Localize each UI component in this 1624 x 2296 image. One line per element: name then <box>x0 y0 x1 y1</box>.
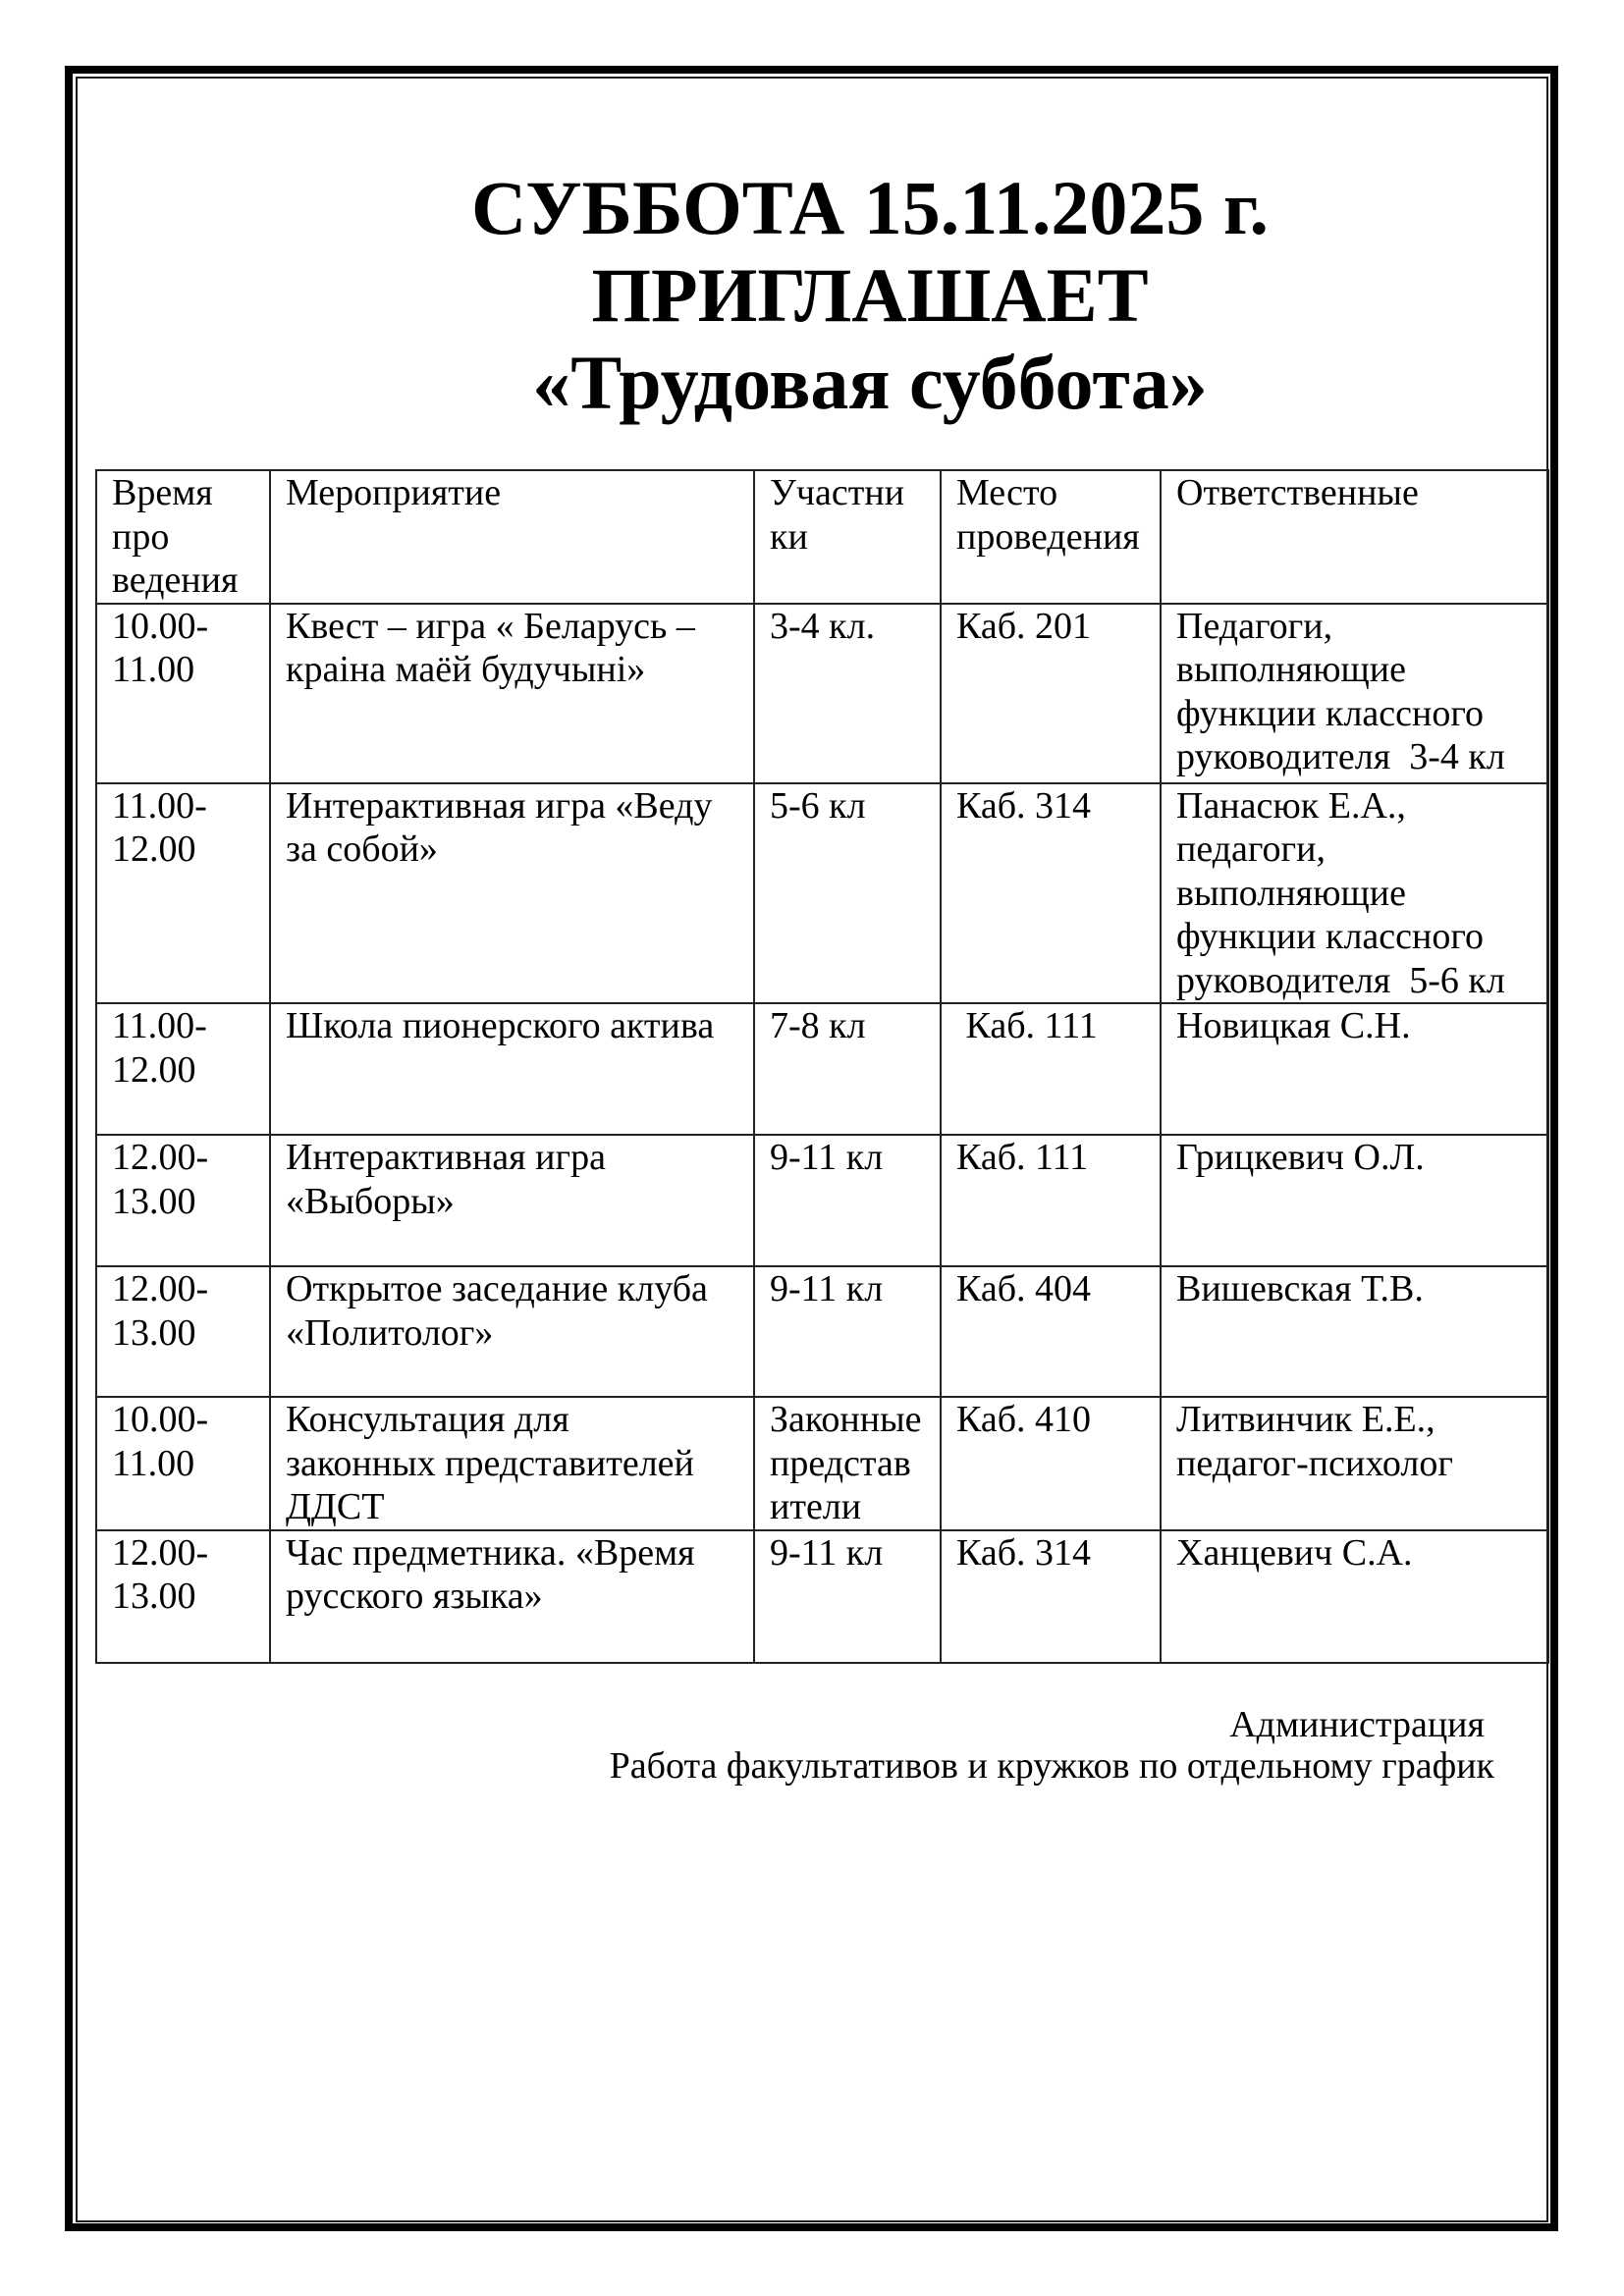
cell-participants: 9-11 кл <box>754 1530 941 1663</box>
cell-event: Интерактивная игра «Выборы» <box>270 1135 754 1266</box>
cell-event: Час предметника. «Время русского языка» <box>270 1530 754 1663</box>
cell-responsible: Новицкая С.Н. <box>1161 1003 1548 1135</box>
title-invites: ПРИГЛАШАЕТ <box>591 252 1149 338</box>
header-location: Место проведения <box>941 470 1161 604</box>
cell-responsible: Ханцевич С.А. <box>1161 1530 1548 1663</box>
cell-location: Каб. 201 <box>941 604 1161 783</box>
cell-participants: Законные представ ители <box>754 1397 941 1530</box>
cell-responsible: Грицкевич О.Л. <box>1161 1135 1548 1266</box>
footer-note: Работа факультативов и кружков по отдельному график <box>609 1745 1494 1787</box>
cell-responsible: Панасюк Е.А., педагоги, выполняющие функции классного руководителя 5-6 кл <box>1161 783 1548 1004</box>
table-header-row <box>96 470 1548 604</box>
cell-time: 11.00- 12.00 <box>96 1003 270 1135</box>
cell-time: 12.00- 13.00 <box>96 1135 270 1266</box>
cell-time: 12.00- 13.00 <box>96 1266 270 1397</box>
cell-responsible: Вишевская Т.В. <box>1161 1266 1548 1397</box>
cell-participants: 9-11 кл <box>754 1135 941 1266</box>
table-row <box>96 1135 1548 1266</box>
cell-participants: 5-6 кл <box>754 783 941 1004</box>
footer-signature: Администрация <box>1229 1704 1485 1745</box>
cell-time: 10.00- 11.00 <box>96 604 270 783</box>
cell-responsible: Литвинчик Е.Е., педагог-психолог <box>1161 1397 1548 1530</box>
cell-location: Каб. 410 <box>941 1397 1161 1530</box>
cell-location: Каб. 404 <box>941 1266 1161 1397</box>
cell-location: Каб. 314 <box>941 1530 1161 1663</box>
cell-participants: 3-4 кл. <box>754 604 941 783</box>
cell-time: 11.00- 12.00 <box>96 783 270 1004</box>
cell-event: Школа пионерского актива <box>270 1003 754 1135</box>
cell-event: Открытое заседание клуба «Политолог» <box>270 1266 754 1397</box>
cell-event: Квест – игра « Беларусь – краіна маёй будучыні» <box>270 604 754 783</box>
cell-responsible: Педагоги, выполняющие функции классного руководителя 3-4 кл <box>1161 604 1548 783</box>
cell-event: Консультация для законных представителей ДДСТ <box>270 1397 754 1530</box>
table-row <box>96 1003 1548 1135</box>
cell-event: Интерактивная игра «Веду за собой» <box>270 783 754 1004</box>
cell-participants: 9-11 кл <box>754 1266 941 1397</box>
table-row <box>96 604 1548 783</box>
cell-location: Каб. 314 <box>941 783 1161 1004</box>
header-responsible: Ответственные <box>1161 470 1548 604</box>
schedule-table <box>95 469 1549 1664</box>
page-title <box>172 164 1568 426</box>
cell-location: Каб. 111 <box>941 1003 1161 1135</box>
header-event: Мероприятие <box>270 470 754 604</box>
cell-participants: 7-8 кл <box>754 1003 941 1135</box>
table-row <box>96 1530 1548 1663</box>
cell-location: Каб. 111 <box>941 1135 1161 1266</box>
header-time: Время про ведения <box>96 470 270 604</box>
table-row <box>96 1397 1548 1530</box>
table-row <box>96 783 1548 1004</box>
header-participants: Участни ки <box>754 470 941 604</box>
title-event-name: «Трудовая суббота» <box>532 340 1208 425</box>
title-date: СУББОТА 15.11.2025 г. <box>470 165 1270 250</box>
cell-time: 10.00- 11.00 <box>96 1397 270 1530</box>
cell-time: 12.00- 13.00 <box>96 1530 270 1663</box>
table-row <box>96 1266 1548 1397</box>
